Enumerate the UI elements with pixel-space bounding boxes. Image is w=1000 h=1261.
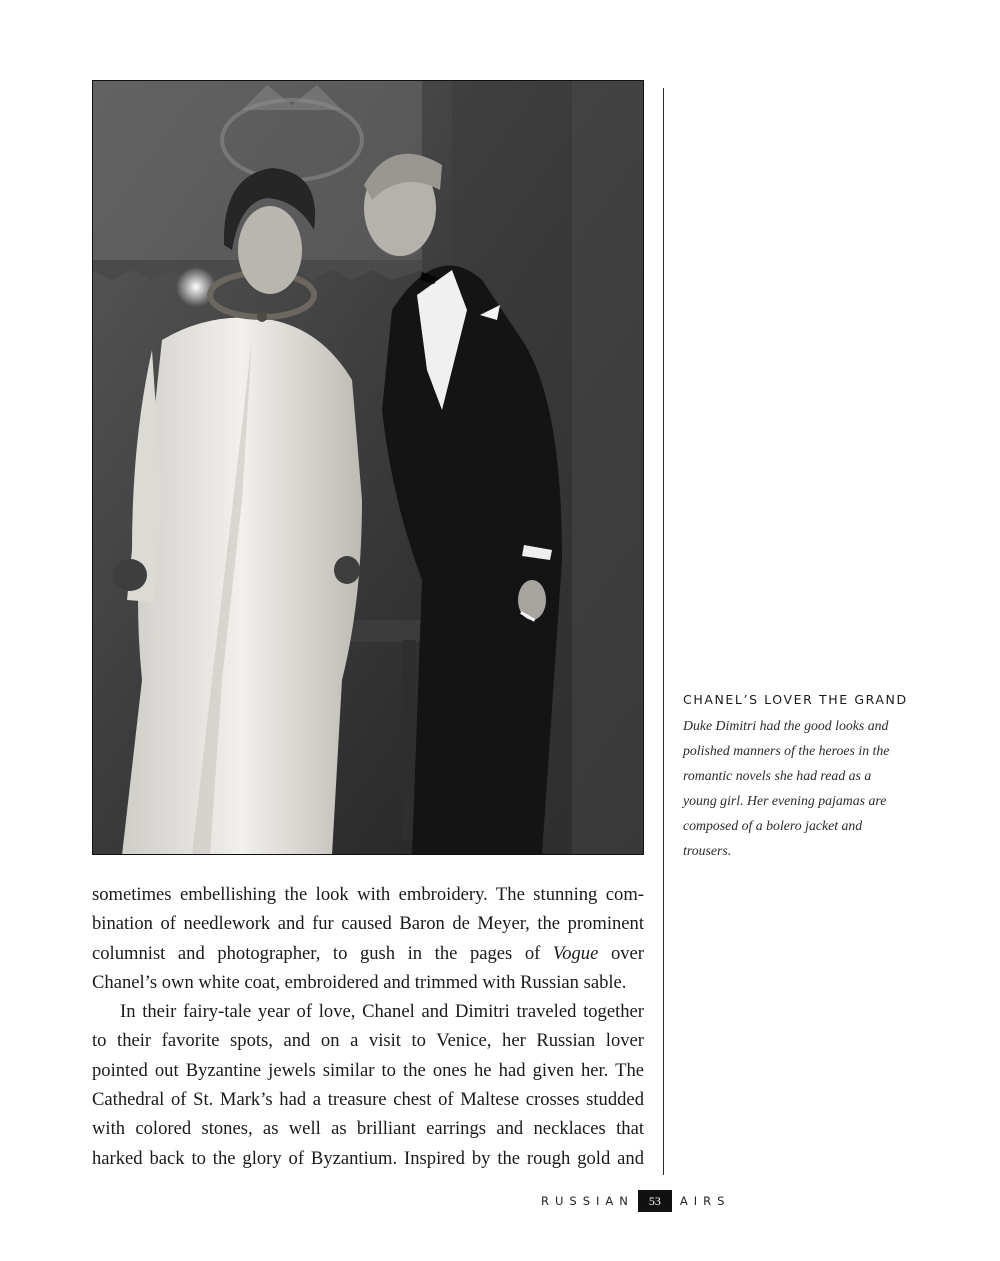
body-line: sometimes embellishing the look with embroidery. The stunning com- — [92, 884, 644, 905]
body-line: to their favorite spots, and on a visit to Venice, her Russian lover — [92, 1030, 644, 1052]
necklace-pendant — [257, 312, 267, 322]
photo-caption — [683, 692, 928, 863]
woman-face — [238, 206, 302, 294]
body-line: Chanel’s own white coat, embroidered and trimmed with Russian sable. — [92, 971, 627, 993]
body-line-paragraph-start: In their fairy-tale year of love, Chanel and Dimitri traveled together — [120, 1001, 644, 1023]
woman-dress — [122, 318, 362, 856]
bracelet-right — [334, 556, 360, 584]
body-text-run: columnist and photographer, to gush in the pages of — [92, 942, 541, 964]
body-line: bination of needlework and fur caused Baron de Meyer, the prominent — [92, 913, 644, 935]
caption-line: trousers. — [683, 843, 732, 858]
magazine-title-vogue: Vogue — [552, 942, 599, 964]
doorway — [572, 80, 644, 855]
body-line — [92, 939, 644, 968]
page-footer — [541, 1189, 730, 1213]
caption-line: romantic novels she had read as a — [683, 768, 872, 783]
body-line: harked back to the glory of Byzantium. Inspired by the rough gold and — [92, 1147, 644, 1169]
caption-line: polished manners of the heroes in the — [683, 743, 890, 758]
photo-illustration — [92, 80, 644, 855]
body-line: with colored stones, as well as brilliant earrings and necklaces that — [92, 1118, 644, 1140]
photograph-chanel-and-dimitri — [92, 80, 644, 855]
vertical-divider-rule — [663, 88, 664, 1175]
page-number: 53 — [638, 1190, 672, 1212]
body-text-run: over — [610, 942, 644, 964]
running-head-left: RUSSIAN — [541, 1194, 634, 1208]
body-text — [92, 880, 644, 1173]
body-line: pointed out Byzantine jewels similar to the ones he had given her. The — [92, 1059, 644, 1081]
body-line: Cathedral of St. Mark’s had a treasure chest of Maltese crosses studded — [92, 1089, 644, 1111]
caption-line: composed of a bolero jacket and — [683, 818, 863, 833]
bracelets — [113, 559, 147, 591]
caption-heading: CHANEL’S LOVER THE GRAND — [683, 692, 908, 707]
caption-line: Duke Dimitri had the good looks and — [683, 718, 889, 733]
caption-line: young girl. Her evening pajamas are — [683, 793, 887, 808]
running-head-right: AIRS — [679, 1194, 731, 1208]
